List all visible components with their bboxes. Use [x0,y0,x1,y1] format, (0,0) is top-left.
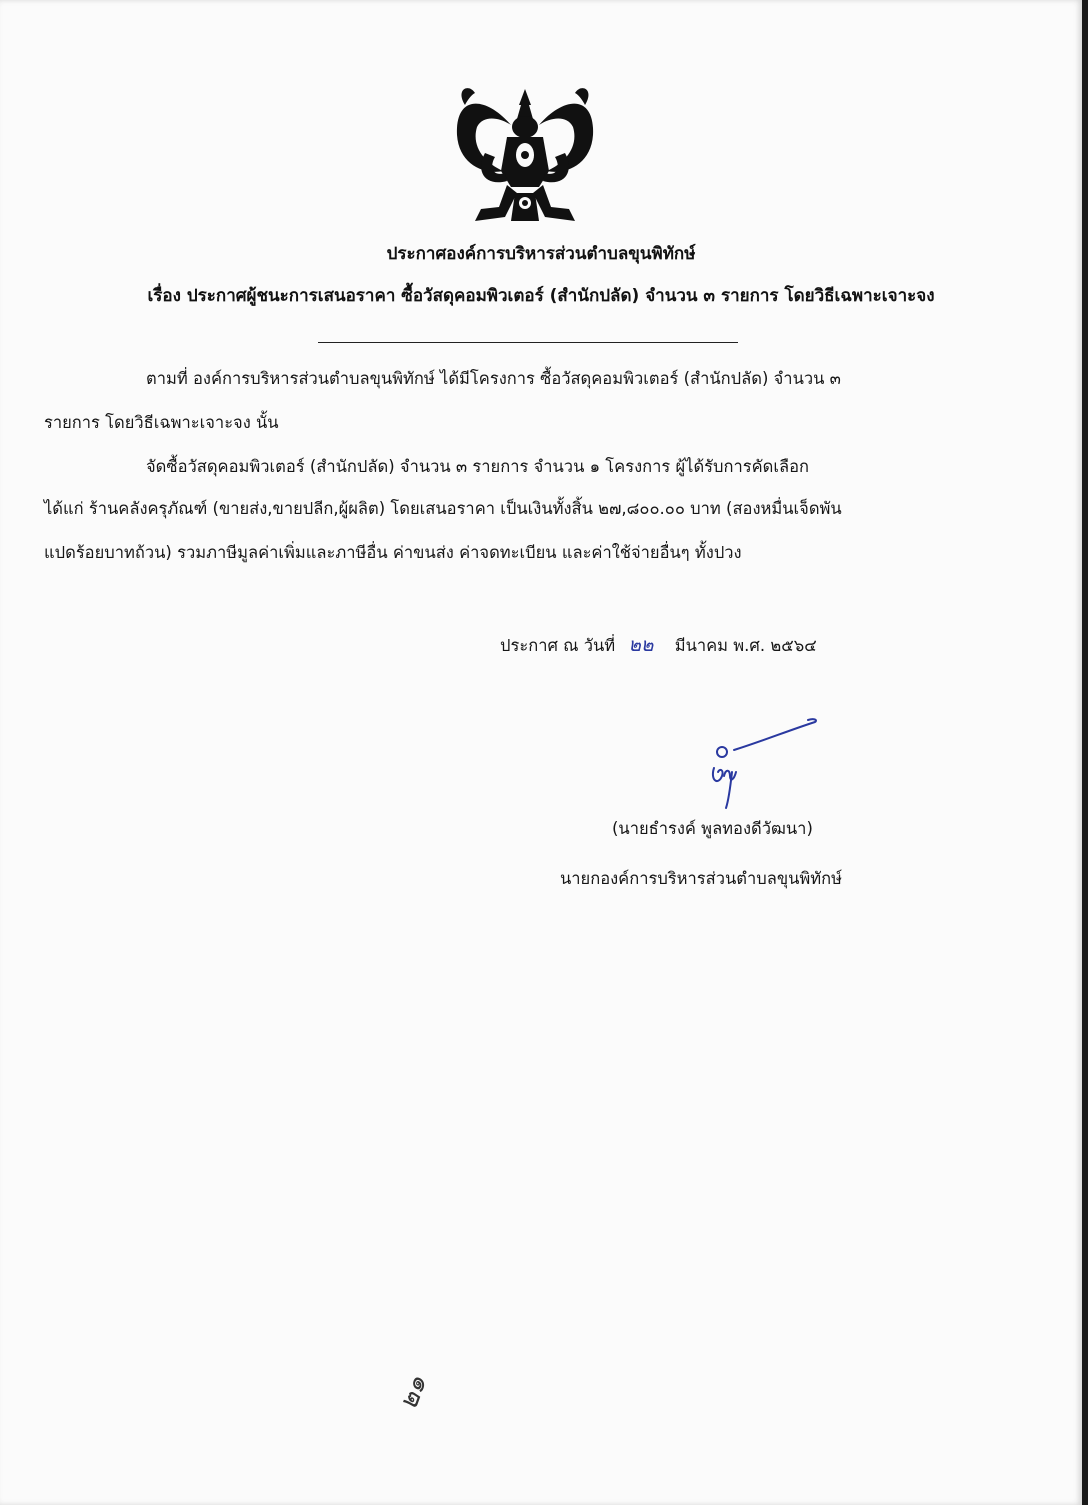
page-mark: ๒๑ [393,1371,434,1414]
signer-name: (นายธำรงค์ พูลทองดีวัฒนา) [612,819,813,838]
date-line [500,630,817,660]
document-subject: เรื่อง ประกาศผู้ชนะการเสนอราคา ซื้อวัสดุคอมพิวเตอร์ (สำนักปลัด) จำนวน ๓ รายการ โดยวิธีเฉพาะเจาะจง [147,286,935,306]
paragraph-2-line-3: แปดร้อยบาทถ้วน) รวมภาษีมูลค่าเพิ่มและภาษีอื่น ค่าขนส่ง ค่าจดทะเบียน และค่าใช้จ่ายอื่นๆ ทั้งปวง [44,543,742,562]
document-heading: ประกาศองค์การบริหารส่วนตำบลขุนพิทักษ์ [386,244,696,264]
garuda-emblem-icon [445,75,605,235]
signature-icon [700,710,830,810]
paragraph-2-line-2: ได้แก่ ร้านคลังครุภัณฑ์ (ขายส่ง,ขายปลีก,ผู้ผลิต) โดยเสนอราคา เป็นเงินทั้งสิ้น ๒๗,๘๐๐.๐๐ บาท (สองหมื่นเจ็ดพัน [44,499,842,518]
separator-line [318,342,738,343]
date-suffix: มีนาคม พ.ศ. ๒๕๖๔ [674,636,817,655]
signer-position: นายกองค์การบริหารส่วนตำบลขุนพิทักษ์ [560,869,843,888]
paragraph-1-line-2: รายการ โดยวิธีเฉพาะเจาะจง นั้น [44,413,279,432]
paragraph-1-line-1: ตามที่ องค์การบริหารส่วนตำบลขุนพิทักษ์ ได้มีโครงการ ซื้อวัสดุคอมพิวเตอร์ (สำนักปลัด) จำนวน ๓ [146,369,841,388]
date-prefix: ประกาศ ณ วันที่ [500,636,616,655]
paragraph-2-line-1: จัดซื้อวัสดุคอมพิวเตอร์ (สำนักปลัด) จำนวน ๓ รายการ จำนวน ๑ โครงการ ผู้ได้รับการคัดเลือก [146,457,810,476]
date-day: ๒๒ [628,634,654,656]
